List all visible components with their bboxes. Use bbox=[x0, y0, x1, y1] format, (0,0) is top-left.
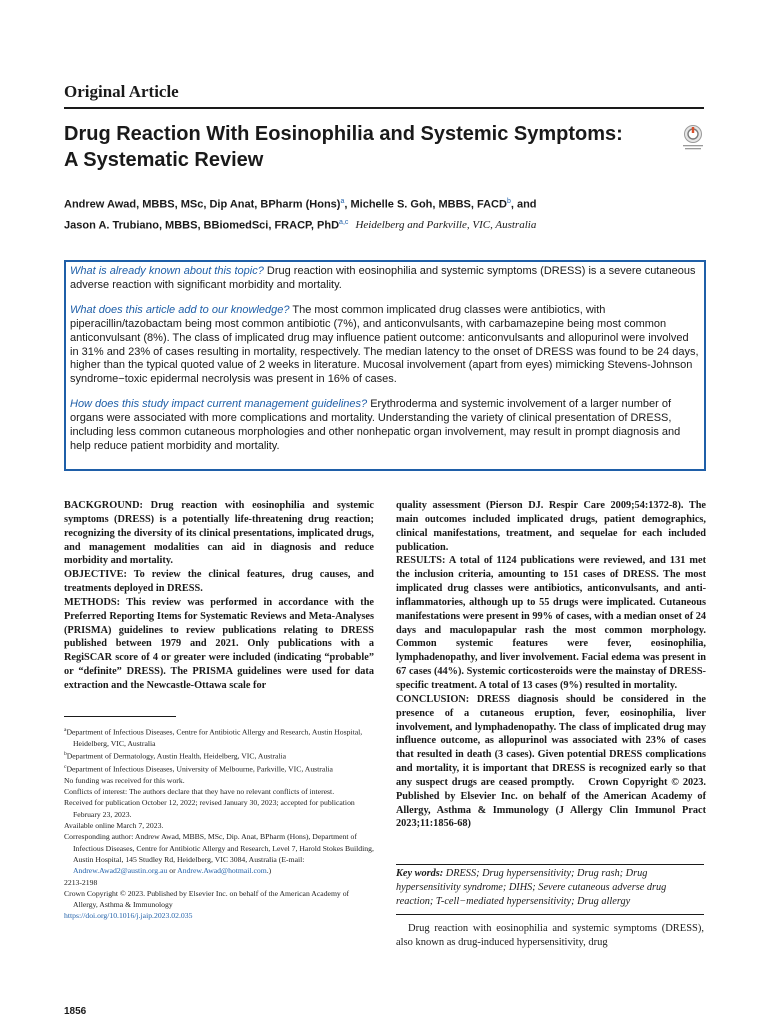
affiliation-marker[interactable]: a bbox=[340, 198, 345, 205]
keywords-text: DRESS; Drug hypersensitivity; Drug rash; Drug hypersensitivity syndrome; DIHS; Severe cutaneous adverse drug reaction; T-cell−mediated hypersensitivity; Drug allergy bbox=[396, 868, 667, 907]
affiliation-marker[interactable]: b bbox=[506, 198, 511, 205]
highlight-question: How does this study impact current management guidelines? bbox=[70, 398, 368, 411]
author-name: Michelle S. Goh, MBBS, FACD bbox=[350, 198, 507, 211]
page-number: 1856 bbox=[64, 1006, 87, 1017]
abstract-left-column bbox=[64, 499, 374, 693]
article-type-label: Original Article bbox=[64, 82, 179, 101]
highlight-answer: The most common implicated drug classes were antibiotics, with piperacillin/tazobactam being most common antibiotic (7%), and anticonvulsants, with carbamazepine being most common anticonvulsant (8%). The class of implicated drug may influence patient outcome: anticonvulsants and allopurinol were involved in 31% and 23% of cases resulting in mortality, respectively. The median latency to the onset of DRESS was found to be 24 days, higher than the typical quoted value of 2 weeks in literature. Mucosal involvement (apart from eyes) mimicking Stevens-Johnson syndrome−toxic epidermal necrolysis was present in 16% of cases. bbox=[70, 303, 699, 386]
affiliation-footnote: $^a$Department of Infectious Diseases, Centre for Antibiotic Allergy and Research, Austin Hospital, Heidelberg, VIC, Australia bbox=[64, 727, 363, 748]
abstract-results: RESULTS: A total of 1124 publications were reviewed, and 131 met the inclusion criteria, amounting to 151 cases of DRESS. The most implicated drug classes were antibiotics, anticonvulsants, and anti-inflammatories, although up to 55 drugs were implicated. Cutaneous manifestations were present in 99% of cases, with a median onset of 24 days and maculopapular rash the most common morphology. Common systemic features were fever, eosinophilia, lymphadenopathy, and liver involvement. Facial edema was present in 67 cases (44%). Systemic corticosteroids were the mainstay of DRESS-specific treatment. A total of 13 cases (9%) resulted in mortality. bbox=[396, 555, 706, 691]
doi-link[interactable]: https://doi.org/10.1016/j.jaip.2023.02.035 bbox=[64, 911, 193, 921]
author-location: Heidelberg and Parkville, VIC, Australia bbox=[355, 219, 537, 232]
check-for-updates-icon[interactable] bbox=[681, 124, 705, 152]
highlight-paragraph bbox=[70, 265, 700, 293]
highlight-question: What is already known about this topic? bbox=[70, 265, 264, 277]
article-title: Drug Reaction With Eosinophilia and Systemic Symptoms: A Systematic Review bbox=[64, 123, 623, 171]
keywords-label: Key words: bbox=[396, 868, 444, 879]
author-name: Andrew Awad, MBBS, MSc, Dip Anat, BPharm (Hons) bbox=[64, 198, 341, 211]
header-rule bbox=[64, 107, 704, 109]
highlight-paragraph bbox=[70, 398, 700, 454]
email-link[interactable]: Andrew.Awad@hotmail.com bbox=[177, 866, 267, 876]
keywords-rule-top bbox=[396, 864, 704, 865]
available-note: Available online March 7, 2023. bbox=[64, 821, 164, 831]
copyright-note: Crown Copyright © 2023. Published by Elsevier Inc. on behalf of the American Academy of Allergy, Asthma & Immunology bbox=[64, 888, 350, 910]
author-name: Jason A. Trubiano, MBBS, BBiomedSci, FRACP, PhD bbox=[64, 219, 340, 232]
affiliation-footnote: $^c$Department of Infectious Diseases, University of Melbourne, Parkville, VIC, Australia bbox=[64, 764, 333, 774]
funding-note: No funding was received for this work. bbox=[64, 775, 185, 785]
highlights-box bbox=[64, 260, 706, 471]
abstract-methods-continued: quality assessment (Pierson DJ. Respir Care 2009;54:1372-8). The main outcomes included implicated drugs, patient demographics, clinical manifestations, treatment, and sequelae for each included publication. bbox=[396, 500, 706, 553]
abstract-objective: OBJECTIVE: To review the clinical features, drug causes, and treatments deployed in DRESS. bbox=[64, 569, 374, 595]
abstract-right-column bbox=[396, 499, 706, 831]
footnote-rule bbox=[64, 716, 176, 717]
corresponding-author-note: Corresponding author: Andrew Awad, MBBS, MSc, Dip. Anat, BPharm (Hons), Department of Infectious Diseases, Centre for Antibiotic Allergy and Research, Level 7, Harold Stokes Building, Austin Hospital, 145 Studley Rd, Heidelberg, VIC 3084, Australia (E-mail: Andrew.Awad2@austin.org.au or Andrew.Awad@hotmail.com.) bbox=[64, 832, 374, 876]
footnotes bbox=[64, 725, 374, 922]
affiliation-footnote: $^b$Department of Dermatology, Austin Health, Heidelberg, VIC, Australia bbox=[64, 751, 287, 761]
received-note: Received for publication October 12, 2022; revised January 30, 2023; accepted for publication February 23, 2023. bbox=[64, 798, 355, 819]
conflicts-note: Conflicts of interest: The authors declare that they have no relevant conflicts of interest. bbox=[64, 787, 335, 797]
highlight-answer: Drug reaction with eosinophilia and systemic symptoms (DRESS) is a severe cutaneous adverse reaction with significant morbidity and mortality. bbox=[70, 265, 696, 291]
abstract-methods: METHODS: This review was performed in accordance with the Preferred Reporting Items for Systematic Reviews and Meta-Analyses (PRISMA) guidelines to review publications relating to DRESS published between 1979 and 2021. Only publications with a RegiSCAR score of 4 or greater were included (indicating “probable” or “definite” DRESS). The PRISMA guidelines were used for data extraction and the Newcastle-Ottawa scale for bbox=[64, 596, 374, 691]
author-list: Andrew Awad, MBBS, MSc, Dip Anat, BPharm (Hons)$^a$, Michelle S. Goh, MBBS, FACD$^b$, and Jason A. Trubiano, MBBS, BBiomedSci, FRACP, PhD$^{a,c}$ Heidelberg and Parkville, VIC, Australia bbox=[64, 198, 537, 232]
highlight-paragraph bbox=[70, 304, 700, 387]
abstract-conclusion: CONCLUSION: DRESS diagnosis should be considered in the presence of a cutaneous eruption, fever, eosinophilia, liver involvement, and lymphadenopathy. The class of implicated drug may influence outcome, as allopurinol was associated with 23% of cases that resulted in death (3 cases). Given potential DRESS complications and mortality, it is important that DRESS is recognized early so that any suspect drugs are ceased promptly. Crown Copyright © 2023. Published by Elsevier Inc. on behalf of the American Academy of Allergy, Asthma & Immunology (J Allergy Clin Immunol Pract 2023;11:1856-68) bbox=[396, 693, 706, 830]
intro-paragraph: Drug reaction with eosinophilia and systemic symptoms (DRESS), also known as drug-induced hypersensitivity, drug bbox=[396, 923, 704, 948]
keywords-rule-bottom bbox=[396, 914, 704, 915]
highlight-answer: Erythroderma and systemic involvement of a larger number of organs were associated with more complications and mortality. Understanding the variety of clinical presentation of DRESS, including less common cutaneous morphologies and other nonhepatic organ involvement, may result in prompt diagnosis and help reduce patient morbidity and mortality. bbox=[70, 398, 681, 452]
affiliation-marker[interactable]: a,c bbox=[339, 218, 349, 226]
highlight-question: What does this article add to our knowledge? bbox=[70, 303, 290, 316]
keywords bbox=[396, 867, 704, 908]
email-link[interactable]: Andrew.Awad2@austin.org.au bbox=[73, 866, 168, 876]
issn: 2213-2198 bbox=[64, 877, 98, 887]
abstract-background: BACKGROUND: Drug reaction with eosinophilia and systemic symptoms (DRESS) is a potentially life-threatening drug reaction; recognizing the diversity of its clinical presentations, implicated drugs, and management modalities can aid in diagnosis and reduce morbidity and mortality. bbox=[64, 500, 374, 567]
